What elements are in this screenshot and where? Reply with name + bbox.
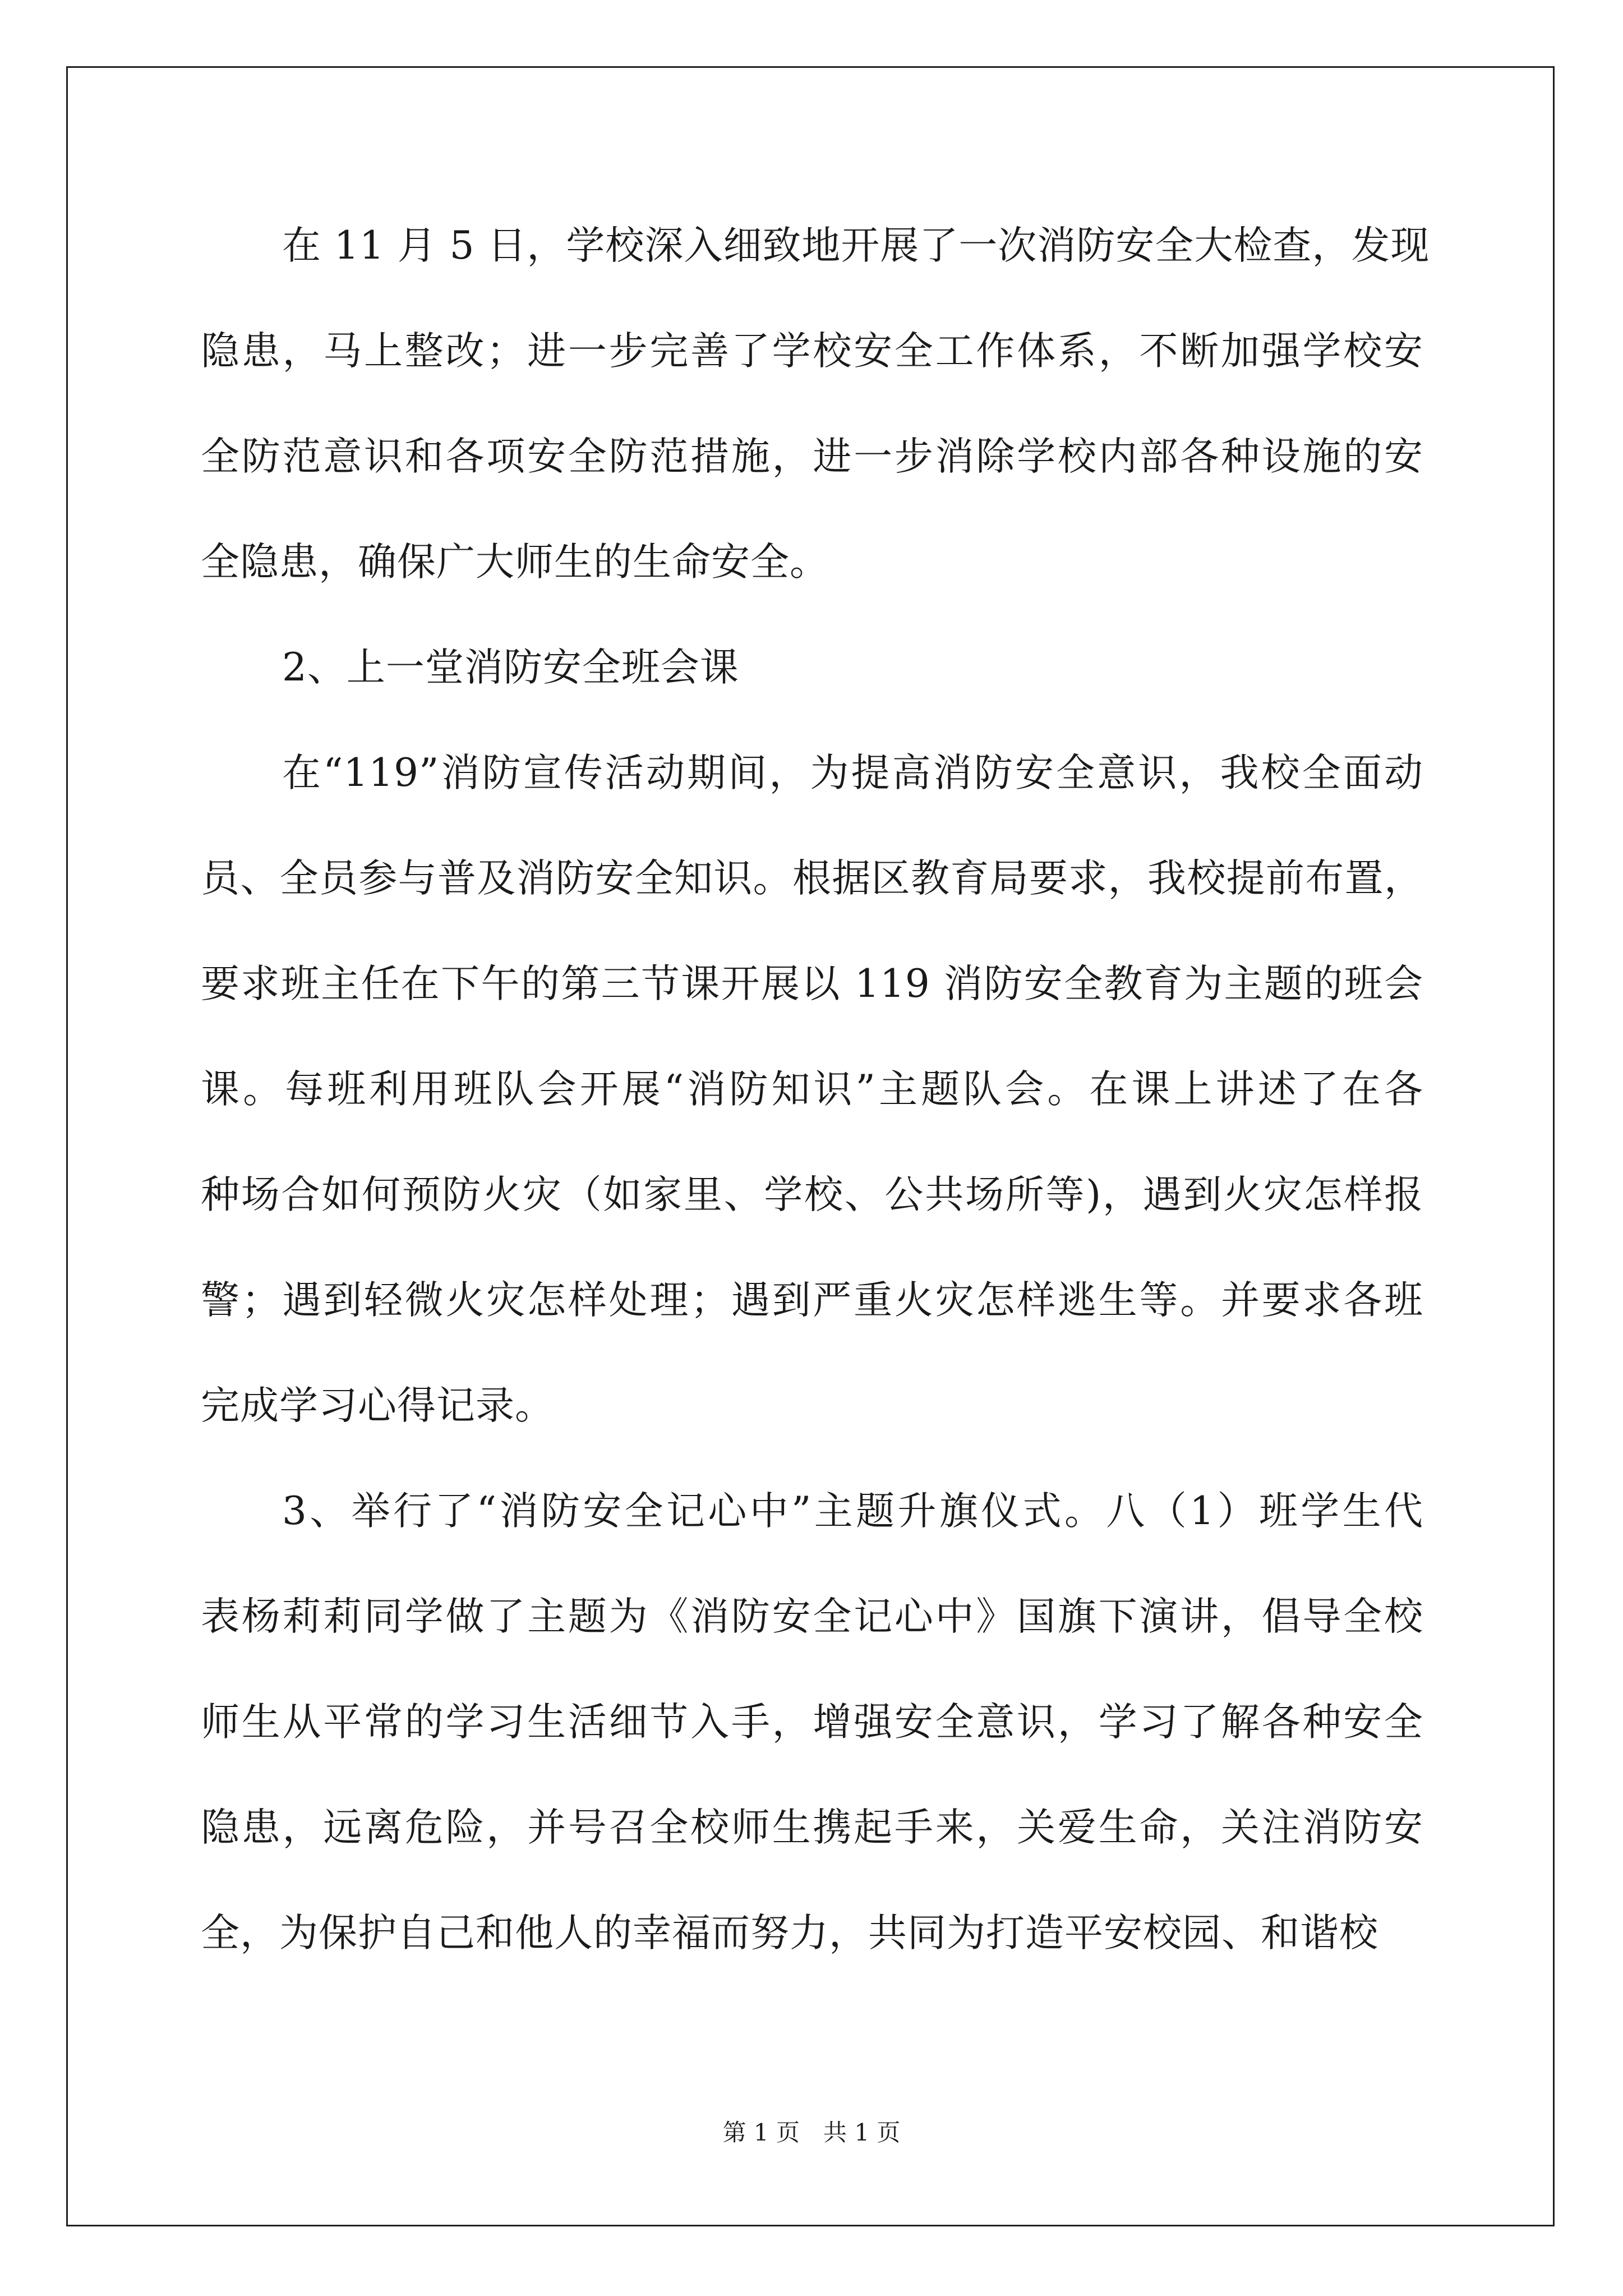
text-line: 员、全员参与普及消防安全知识。根据区教育局要求，我校提前布置， bbox=[201, 856, 1423, 901]
document-body bbox=[201, 212, 1430, 2005]
text-line: 全防范意识和各项安全防范措施，进一步消除学校内部各种设施的安 bbox=[201, 434, 1423, 479]
text-line: 表杨莉莉同学做了主题为《消防安全记心中》国旗下演讲，倡导全校 bbox=[201, 1594, 1423, 1639]
text-line: 警；遇到轻微火灾怎样处理；遇到严重火灾怎样逃生等。并要求各班 bbox=[201, 1278, 1423, 1323]
text-line: 在 11 月 5 日，学校深入细致地开展了一次消防安全大检查，发现 bbox=[282, 223, 1430, 268]
text-line: 完成学习心得记录。 bbox=[201, 1383, 554, 1428]
text-line: 种场合如何预防火灾（如家里、学校、公共场所等)，遇到火灾怎样报 bbox=[201, 1172, 1423, 1217]
text-line: 在“119”消防宣传活动期间，为提高消防安全意识，我校全面动 bbox=[282, 751, 1423, 795]
text-line: 3、举行了“消防安全记心中”主题升旗仪式。八（1）班学生代 bbox=[282, 1489, 1423, 1534]
text-line: 隐患，马上整改；进一步完善了学校安全工作体系，不断加强学校安 bbox=[201, 329, 1423, 374]
page-number-footer: 第 1 页 共 1 页 bbox=[722, 2119, 901, 2146]
text-line: 课。每班利用班队会开展“消防知识”主题队会。在课上讲述了在各 bbox=[201, 1067, 1423, 1112]
text-line: 2、上一堂消防安全班会课 bbox=[282, 645, 739, 690]
text-line: 隐患，远离危险，并号召全校师生携起手来，关爱生命，关注消防安 bbox=[201, 1805, 1423, 1850]
text-line: 全隐患，确保广大师生的生命安全。 bbox=[201, 540, 829, 585]
text-line: 要求班主任在下午的第三节课开展以 119 消防安全教育为主题的班会 bbox=[201, 961, 1423, 1006]
text-line: 师生从平常的学习生活细节入手，增强安全意识，学习了解各种安全 bbox=[201, 1700, 1423, 1745]
text-line: 全，为保护自己和他人的幸福而努力，共同为打造平安校园、和谐校 bbox=[201, 1911, 1378, 1955]
